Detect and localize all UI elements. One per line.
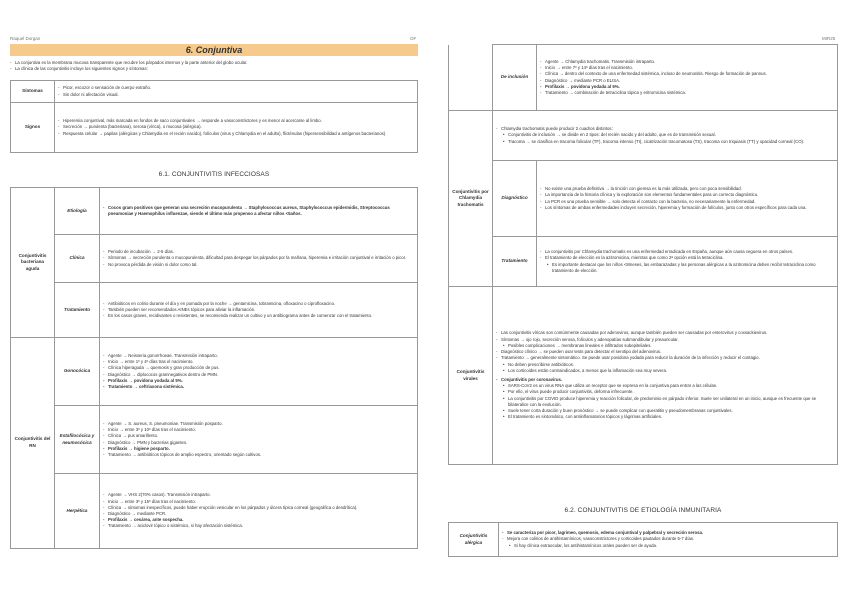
- list-item: • Conjuntivitis de inclusión → se divide en 2 tipos: del recién nacido y del adulto, que es de transmisión sexual.: [496, 132, 834, 138]
- bacteriana-label: Conjuntivitis bacteriana aguda: [11, 188, 55, 338]
- signs-table: [10, 80, 418, 153]
- table-row: [449, 237, 838, 287]
- list-item: - Diagnóstico clínico → se pueden usar tests para detectar el serotipo del adenovirus.: [496, 349, 834, 355]
- list-item: - No existe una prueba definitiva → la tinción con giemsa es la más utilizada, pero con poca sensibilidad.: [540, 186, 834, 192]
- header-subject: OF: [410, 36, 417, 41]
- gonococica-cell: [100, 338, 418, 406]
- list-item: • Es importante destacar que los niños <8meses, las embarazadas y las personas alérgicas a la azitromicina deben recibir tetraciclina como tratamiento de elección.: [540, 262, 834, 274]
- list-item: - En los casos graves, recidivantes o resistentes, se recomienda realizar un cultivo y un antibiograma antes de comenzar con el tratamiento.: [103, 313, 414, 319]
- list-item: - Tratamiento → combinación de tetraciclina tópica y eritromicina sistémica.: [540, 90, 834, 96]
- list-item: - Agente → Chlamydia trachomatis. Transmisión intraparto.: [540, 59, 834, 65]
- list-item: - Respuesta celular → papilas (alérgicas y Chlamydia en el recién nacido), folículos (virus y Chlamydia en el adulto), flicténulas (hipersensibilidad a antígenos bacterianos).: [58, 131, 414, 137]
- chlamydia-intro: - Chlamydia trachomatis puede producir 2 cuadros distintos:: [496, 126, 834, 132]
- list-item: • No deben prescribirse antibióticos.: [496, 362, 834, 368]
- list-item: - Mejora con colirios de antihistamínicos, vasoconstrictores y corticoides pautados durante 5-7 días.: [502, 536, 834, 542]
- list-item: - Profilaxis → povidona yodada al 5%.: [103, 378, 414, 384]
- list-item: - Hiperemia conjuntival, más marcada en fondos de saco conjuntivales → responde a vasoconstrictores y es menor al acercarse al limbo.: [58, 118, 414, 124]
- table-row: [11, 283, 418, 338]
- header-author: Raquel Dorgan: [10, 36, 41, 41]
- list-item: • Por ello, el virus puede producir conjuntivitis, deforma infrecuente.: [496, 389, 834, 395]
- list-item: - Agente → S. aureus, S. pneumoniae. Transmisión posparto.: [103, 421, 414, 427]
- list-item: - Profilaxis → cesárea, ante sospecha.: [103, 517, 414, 523]
- herpetica-cell: [100, 474, 418, 549]
- list-item: • SARS-CoV2 es un virus RNA que utiliza un receptor que se expresa en la conjuntiva para entrar a las células.: [496, 383, 834, 389]
- list-item: - Diagnóstico → PMN y bacterias gigantes.: [103, 440, 414, 446]
- list-item: • Suele tener corta duración y buen pronóstico → se puede complicar con queratitis y pseudomembranas conjuntivales.: [496, 408, 834, 414]
- list-item: - El tratamiento de elección es la azitromicina, mientras que como 2ª opción está la tetraciclina.: [540, 255, 834, 261]
- chlamydia-intro-cell: [493, 111, 838, 161]
- chl-tratamiento-cell: [537, 237, 838, 287]
- estafilococica-cell: [100, 406, 418, 474]
- table-row: [11, 235, 418, 283]
- list-item: - Inicio → entre 3º y 10º días tras el nacimiento.: [103, 427, 414, 433]
- list-item: - Sin dolor ni afectación visual.: [58, 92, 414, 98]
- list-item: - También pueden ser recomendados AINEs tópicos para aliviar la inflamación.: [103, 307, 414, 313]
- intro-line-1: - La conjuntiva es la membrana mucosa transparente que recubre los párpados internos y la parte anterior del globo ocular.: [10, 60, 418, 66]
- list-item: - Clínica hiperaguda → quemosis y gran producción de pus.: [103, 365, 414, 371]
- list-item: - Diagnóstico → diplococos gramnegativos dentro de PMN.: [103, 372, 414, 378]
- right-page: [424, 0, 848, 599]
- diagnostico-label: Diagnóstico: [493, 161, 537, 237]
- diagnostico-cell: [537, 161, 838, 237]
- herpetica-label: Herpética: [55, 474, 100, 549]
- table-row: [449, 45, 838, 111]
- inclusion-label: De inclusión: [493, 45, 537, 111]
- estafilococica-label: Estafilocócica y neumocócica: [55, 406, 100, 474]
- list-item: • Si hay clínica extraocular, los antihistamínicos orales pueden ser de ayuda.: [502, 543, 834, 549]
- intro-line-2: - La clínica de las conjuntivitis incluye los siguientes signos y síntomas:: [10, 66, 418, 72]
- viral-cell: [493, 287, 838, 465]
- chlamydia-table: [448, 44, 838, 465]
- list-item: • La conjuntivitis por COVID produce hiperemia y reacción folicular, de predominio en párpado inferior. Suele ser unilateral en un inicio, aunque es frecuente que se bilateralice con la evolución.: [496, 396, 834, 408]
- alergica-label: Conjuntivitis alérgica: [449, 523, 499, 557]
- signos-label: Signos: [11, 103, 55, 153]
- list-item: - Secreción → purulenta (bacteriana), serosa (vírica), o mucosa (alérgica).: [58, 124, 414, 130]
- table-row: [449, 161, 838, 237]
- list-item: - Clínica → pus amarillento.: [103, 433, 414, 439]
- tratamiento-cell: [100, 283, 418, 338]
- list-item: - Clínica → dentro del contexto de una enfermedad sistémica, incluso de neumonitis. Riesgo de formación de pannus.: [540, 71, 834, 77]
- list-item: • Tracoma → se clasifica en tracoma folicular (TF), tracoma intenso (TI), cicatrización tracomatosa (TS), tracoma con triquiasis (TT) y opacidad corneal (CO).: [496, 139, 834, 145]
- table-row: [11, 338, 418, 406]
- list-item: - Cocos gram positivos que generan una secreción mucopurulenta → Staphylococcus aureus, Staphylococcus epidermidis, Streptococcus pneumoniae y Haemophilus influenzae, siendo el último más propenso a afectar niños <5años.: [103, 205, 414, 217]
- chlamydia-label: Conjuntivitis por Chlamydia trachomatis: [449, 111, 493, 287]
- table-row: [11, 81, 418, 103]
- table-row: [11, 188, 418, 235]
- list-item: - Las conjuntivitis víricas son comúnmente causadas por adenovirus, aunque también pueden ser causadas por enterovirus y coxsackievirus.: [496, 330, 834, 336]
- alergica-table: [448, 522, 838, 557]
- signos-cell: [55, 103, 418, 153]
- list-item: - La conjuntivitis por Chlamydia trachomatis es una enfermedad erradicada en España, aunque aún causa ceguera en otros países.: [540, 249, 834, 255]
- list-item: • El tratamiento es sintomático, con antiinflamatorios tópicos y lágrimas artificiales.: [496, 414, 834, 420]
- clinica-label: Clínica: [55, 235, 100, 283]
- list-item: - Inicio → entre 7º y 14º días tras el nacimiento.: [540, 65, 834, 71]
- list-item: - Diagnóstico → mediante PCR.: [103, 511, 414, 517]
- list-item: - Periodo de incubación → 2-5 días.: [103, 249, 414, 255]
- etiologia-cell: [100, 188, 418, 235]
- gonococica-label: Gonocócica: [55, 338, 100, 406]
- table-row: [11, 406, 418, 474]
- table-row: [11, 103, 418, 153]
- list-item: - Diagnóstico → mediante PCR o ELISA.: [540, 78, 834, 84]
- list-item: - La importancia de la historia clínica y la exploración son elementos fundamentales para un correcto diagnóstico.: [540, 192, 834, 198]
- list-item: - Antibióticos en colirio durante el día y en pomada por la noche → gentamicina, tobramicina, ofloxacino o ciprofloxacino.: [103, 301, 414, 307]
- list-item: - Inicio → entre 3º y 15º días tras el nacimiento.: [103, 499, 414, 505]
- list-item: - Inicio → entre 1º y 4º días tras el nacimiento.: [103, 359, 414, 365]
- intro-text: [10, 60, 418, 72]
- list-item: - Síntomas → ojo rojo, secreción serosa, folículos y adenopatías submandibular y preauricular.: [496, 337, 834, 343]
- list-item: - Picor, escozor o sensación de cuerpo extraño.: [58, 85, 414, 91]
- clinica-cell: [100, 235, 418, 283]
- inclusion-cell: [537, 45, 838, 111]
- list-item: • Posibles complicaciones → membranas lineales e infiltrados subepiteliales.: [496, 343, 834, 349]
- list-item: - Tratamiento → generalmente sintomático. Se puede usar povidona yodada para reducir la duración de la infección y reducir el contagio.: [496, 355, 834, 361]
- list-item: - No provoca pérdida de visión ni dolor como tal.: [103, 262, 414, 268]
- list-item: - Profilaxis → higiene posparto.: [103, 446, 414, 452]
- section-title-inmunitaria: 6.2. CONJUNTIVITIS DE ETIOLOGÍA INMUNITARIA: [564, 507, 722, 514]
- list-item: - Se caracteriza por picor, lagrimeo, quemosis, edema conjuntival y palpebral y secreción serosa.: [502, 530, 834, 536]
- tratamiento-label: Tratamiento: [55, 283, 100, 338]
- sintomas-label: Síntomas: [11, 81, 55, 103]
- list-item: - Agente → VHS 2(70% casos). Transmisión intraparto.: [103, 492, 414, 498]
- list-item: - Profilaxis → povidona yodada al 5%.: [540, 84, 834, 90]
- infecciosas-table: [10, 187, 418, 549]
- chl-tratamiento-label: Tratamiento: [493, 237, 537, 287]
- sintomas-cell: [55, 81, 418, 103]
- list-item: - Agente → Neisseria gonorrhoeae. Transmisión intraparto.: [103, 353, 414, 359]
- list-item: • Los corticoides están contraindicados, a menos que la inflamación sea muy severa.: [496, 368, 834, 374]
- list-item: - Los síntomas de ambas enfermedades incluyen secreción, hiperemia y formación de folículos, junto con otros específicos para cada una.: [540, 205, 834, 211]
- list-item: - Síntomas → secreción purulenta o mucopurulenta, dificultad para despegar los párpados por la mañana, hiperemia e irritación conjuntival e irritación o picor.: [103, 255, 414, 261]
- list-item: - Tratamiento → antibióticos tópicos de amplio espectro, orientado según cultivos.: [103, 452, 414, 458]
- header-source: MIR25: [822, 36, 836, 41]
- table-row: [449, 111, 838, 161]
- table-row: [449, 523, 838, 557]
- chapter-title: 6. Conjuntiva: [10, 44, 418, 56]
- section-title-infecciosas: 6.1. CONJUNTIVITIS INFECCIOSAS: [158, 171, 270, 178]
- table-row: [11, 474, 418, 549]
- table-row: [449, 287, 838, 465]
- etiologia-label: Etiología: [55, 188, 100, 235]
- list-item: - Tratamiento → aciclovir tópico o sistémico, si hay afectación sistémica.: [103, 523, 414, 529]
- viral-label: Conjuntivitis virales: [449, 287, 493, 465]
- list-item: - La PCR es una prueba sensible → solo detecta el contacto con la bacteria, no necesariamente la enfermedad.: [540, 199, 834, 205]
- list-item: - Tratamiento → ceftriaxona sistémica.: [103, 384, 414, 390]
- rn-label: Conjuntivitis del RN: [11, 338, 55, 549]
- alergica-cell: [499, 523, 838, 557]
- covid-title: - Conjuntivitis por coronavirus.: [496, 377, 834, 383]
- blank-cell: [449, 45, 493, 111]
- list-item: - Clínica → síntomas inespecíficos, puede haber erupción vesicular en los párpados y úlcera típica corneal (geográfica o dendrítica).: [103, 505, 414, 511]
